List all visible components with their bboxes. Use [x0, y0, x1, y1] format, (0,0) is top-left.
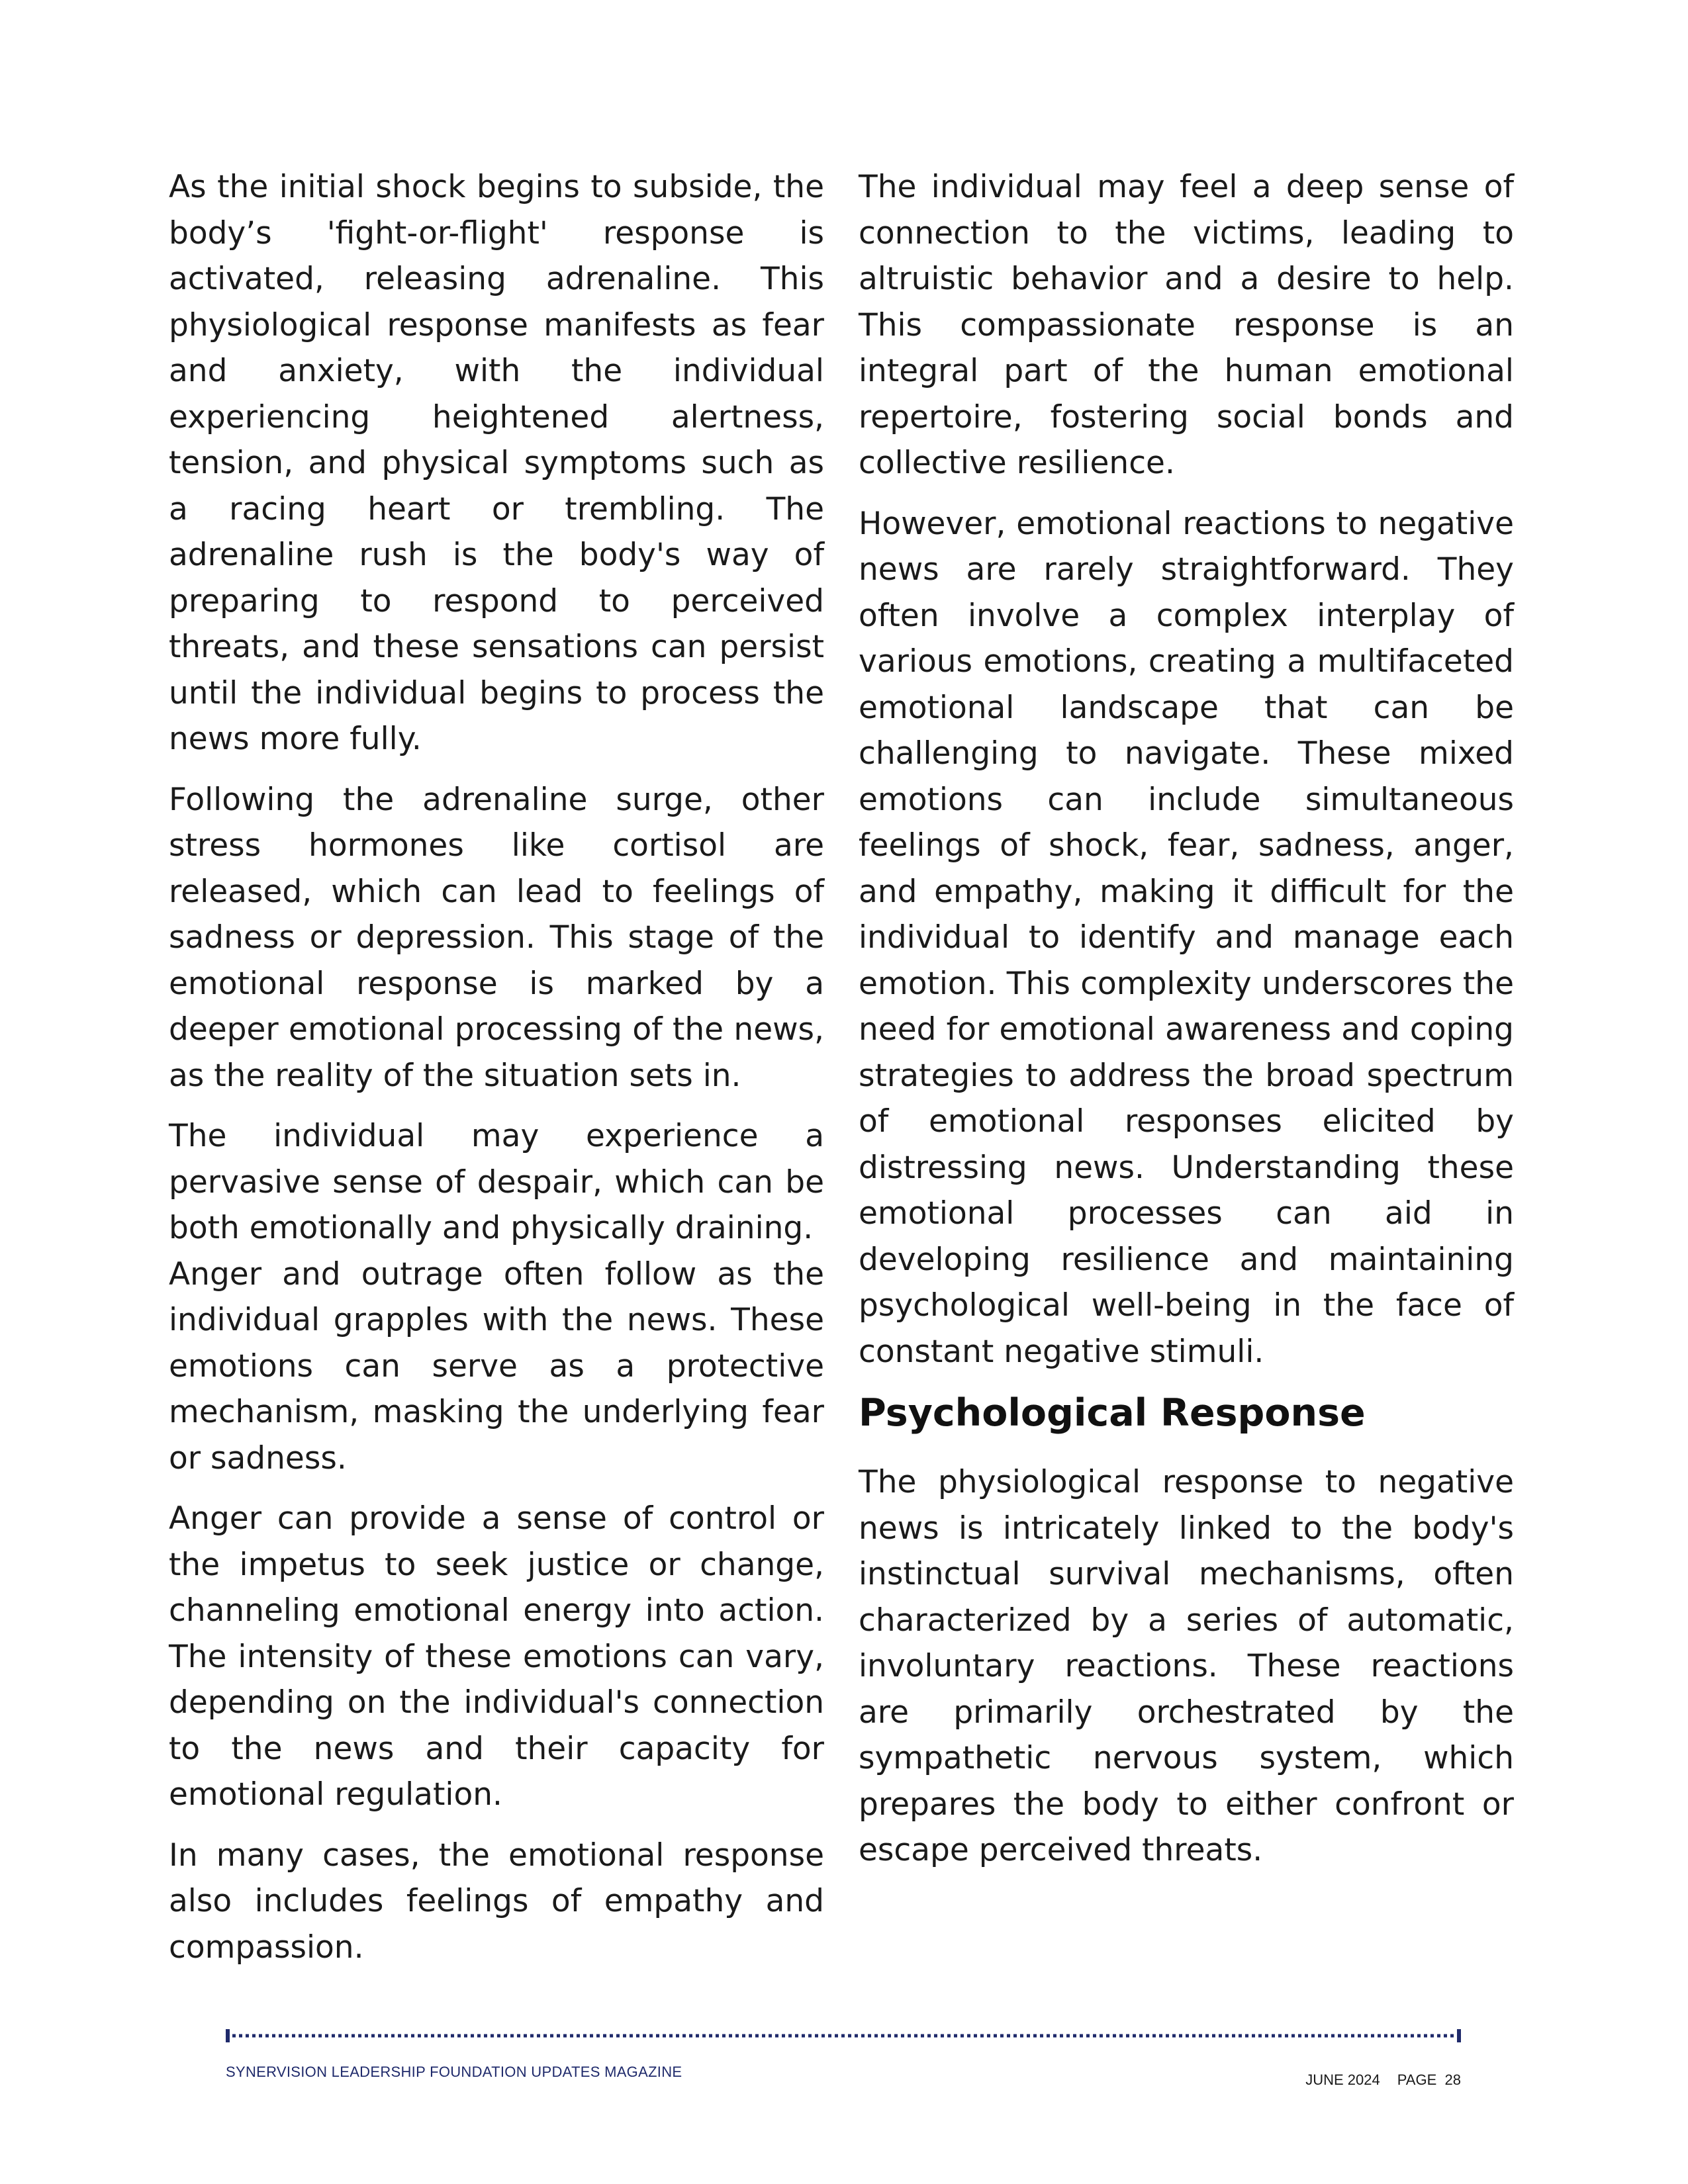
footer-date: JUNE 2024 [1305, 2071, 1380, 2088]
footer-dotted-rule [226, 2028, 1461, 2044]
paragraph-despair: The individual may experience a pervasive sense of despair, which can be both emotionally and physically draining. [169, 1118, 824, 1246]
footer-page-number: 28 [1444, 2071, 1461, 2088]
paragraph-physiological: The physiological response to negative news is intricately linked to the body's instinctual survival mechanisms, often characterized by a series of automatic, involuntary reactions. These reactions are primarily orchestrated by the sympathetic nervous system, which prepares the body to either confront or escape perceived threats. [859, 1464, 1514, 1868]
footer-page-label: PAGE [1397, 2071, 1437, 2088]
paragraph-anger-outrage: Anger and outrage often follow as the individual grapples with the news. These emotions can serve as a protective mechanism, masking the underlying fear or sadness. [169, 1255, 824, 1477]
paragraph-anger-control: Anger can provide a sense of control or the impetus to seek justice or change, channeling emotional energy into action. The intensity of these emotions can vary, depending on the individual's connection to the news and their capacity for emotional regulation. [169, 1500, 824, 1813]
left-column [169, 164, 824, 1985]
section-heading: Psychological Response [859, 1391, 1366, 1435]
footer-page-info [1305, 2071, 1461, 2089]
footer-publication-name: SYNERVISION LEADERSHIP FOUNDATION UPDATES MAGAZINE [226, 2064, 682, 2080]
paragraph-empathy: In many cases, the emotional response also includes feelings of empathy and compassion. [169, 1837, 824, 1966]
paragraph-fight-or-flight: As the initial shock begins to subside, the body’s 'fight-or-flight' response is activated, releasing adrenaline. This physiological response manifests as fear and anxiety, with the individual experiencing heightened alertness, tension, and physical symptoms such as a racing heart or trembling. The adrenaline rush is the body's way of preparing to respond to perceived threats, and these sensations can persist until the individual begins to process the news more fully. [169, 169, 824, 757]
right-column [859, 164, 1514, 1888]
paragraph-stress-hormones: Following the adrenaline surge, other stress hormones like cortisol are released, which can lead to feelings of sadness or depression. This stage of the emotional response is marked by a deeper emotional processing of the news, as the reality of the situation sets in. [169, 781, 824, 1094]
paragraph-mixed-emotions: However, emotional reactions to negative news are rarely straightforward. They often involve a complex interplay of various emotions, creating a multifaceted emotional landscape that can be challenging to navigate. These mixed emotions can include simultaneous feelings of shock, fear, sadness, anger, and empathy, making it difficult for the individual to identify and manage each emotion. This complexity underscores the need for emotional awareness and coping strategies to address the broad spectrum of emotional responses elicited by distressing news. Understanding these emotional processes can aid in developing resilience and maintaining psychological well-being in the face of constant negative stimuli. [859, 505, 1514, 1370]
paragraph-connection: The individual may feel a deep sense of connection to the victims, leading to altruistic behavior and a desire to help. This compassionate response is an integral part of the human emotional repertoire, fostering social bonds and collective resilience. [859, 169, 1514, 481]
